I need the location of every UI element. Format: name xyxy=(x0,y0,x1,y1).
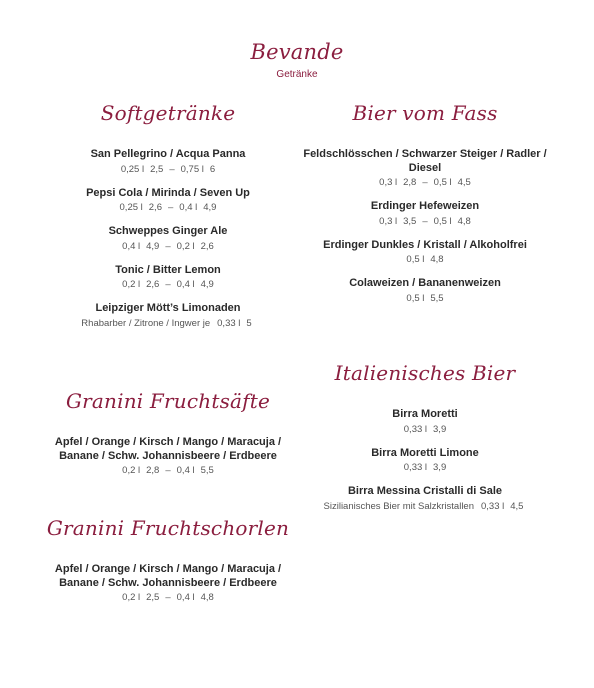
item-meta xyxy=(33,201,303,215)
item-price-part: 0,3 l xyxy=(379,177,398,188)
item-price-part: 0,25 l xyxy=(119,202,143,213)
item-name: Apfel / Orange / Kirsch / Mango / Maracuja / Banane / Schw. Johannisbeere / Erdbeere xyxy=(54,563,282,589)
item-meta xyxy=(33,591,303,605)
menu-item xyxy=(33,302,303,331)
item-price-part: 0,4 l xyxy=(176,279,195,290)
item-meta xyxy=(33,240,303,254)
item-name: Birra Messina Cristalli di Sale xyxy=(347,485,503,497)
item-price-part: – xyxy=(165,465,171,476)
item-price-part: 2,5 xyxy=(150,163,164,175)
section-title: Granini Fruchtsäfte xyxy=(65,389,271,413)
item-price-part: – xyxy=(165,279,171,290)
item-price-part: 4,9 xyxy=(146,240,160,252)
item-name: Leipziger Mött’s Limonaden xyxy=(95,302,241,314)
item-name: Colaweizen / Bananenweizen xyxy=(349,277,501,289)
item-price-part: – xyxy=(422,215,428,227)
item-price-part: – xyxy=(422,177,428,188)
item-price-part: 0,33 l xyxy=(403,462,428,473)
item-price-part: 0,33 l xyxy=(217,317,241,329)
item-name: Pepsi Cola / Mirinda / Seven Up xyxy=(86,186,250,199)
section-title: Italienisches Bier xyxy=(334,361,516,385)
item-meta xyxy=(290,215,560,229)
item-price-part: 0,5 l xyxy=(406,254,425,265)
page-title: Bevande xyxy=(250,40,344,64)
section-granini-schorlen xyxy=(33,515,303,615)
item-price-part: 2,6 xyxy=(148,202,162,213)
item-name: Birra Moretti xyxy=(392,408,458,420)
item-price-part: 5 xyxy=(246,317,252,329)
item-name: San Pellegrino / Acqua Panna xyxy=(90,148,246,160)
item-name: Feldschlösschen / Schwarzer Steiger / Radler / Diesel xyxy=(303,148,547,174)
menu-item xyxy=(290,277,560,306)
item-price-part: 0,4 l xyxy=(176,465,195,476)
menu-item xyxy=(33,264,303,293)
item-price-part: 0,25 l xyxy=(120,163,145,175)
menu-item xyxy=(33,148,303,177)
section-title: Granini Fruchtschorlen xyxy=(46,516,290,540)
item-price-part: 0,5 l xyxy=(406,292,425,304)
item-name: Schweppes Ginger Ale xyxy=(108,225,228,237)
item-price-part: 3,9 xyxy=(433,462,447,473)
item-price-part: – xyxy=(165,592,171,603)
item-price-part: 4,8 xyxy=(457,215,471,227)
item-price-part: 4,5 xyxy=(457,177,471,188)
menu-item xyxy=(290,447,560,476)
item-price-part: 0,5 l xyxy=(433,177,452,188)
menu-item xyxy=(33,563,303,605)
menu-item xyxy=(33,187,303,216)
item-price-part: 0,33 l xyxy=(481,500,505,512)
item-price-part: 2,6 xyxy=(200,240,214,252)
menu-item xyxy=(290,148,560,190)
item-price-part: 4,5 xyxy=(510,500,524,512)
item-price-part: 0,33 l xyxy=(403,423,428,435)
item-price-part: 5,5 xyxy=(430,292,444,304)
item-name: Apfel / Orange / Kirsch / Mango / Maracuja / Banane / Schw. Johannisbeere / Erdbeere xyxy=(54,436,282,462)
item-price-part: 2,6 xyxy=(146,279,160,290)
item-price-part: 2,8 xyxy=(403,177,417,188)
item-price-part: 4,8 xyxy=(200,592,214,603)
item-price-part: 4,9 xyxy=(200,279,214,290)
item-price-part: 0,2 l xyxy=(122,279,141,290)
item-price-part: 4,8 xyxy=(430,254,444,265)
section-bier-vom-fass xyxy=(290,100,560,316)
item-meta xyxy=(290,461,560,475)
item-price-part: 0,2 l xyxy=(122,465,141,476)
section-softgetraenke xyxy=(33,100,303,341)
item-price-part: – xyxy=(167,202,174,213)
menu-item xyxy=(290,200,560,229)
item-price-part: – xyxy=(169,163,175,175)
item-meta xyxy=(33,317,303,331)
item-price-part: 5,5 xyxy=(200,465,214,476)
item-price-part: 2,8 xyxy=(146,465,160,476)
item-meta xyxy=(290,292,560,306)
item-price-part: 0,2 l xyxy=(176,240,195,252)
item-price-part: 0,4 l xyxy=(179,202,198,213)
menu-item xyxy=(290,485,560,514)
item-note: Rhabarber / Zitrone / Ingwer je xyxy=(81,317,211,329)
item-meta xyxy=(33,464,303,478)
item-price-part: 3,5 xyxy=(403,215,417,227)
item-meta xyxy=(290,423,560,437)
item-price-part: 6 xyxy=(209,163,216,175)
item-name: Tonic / Bitter Lemon xyxy=(115,263,221,276)
item-price-part: 0,3 l xyxy=(379,215,398,227)
item-price-part: 0,4 l xyxy=(176,592,195,603)
menu-item xyxy=(33,225,303,254)
item-meta xyxy=(33,163,303,177)
section-title: Bier vom Fass xyxy=(352,101,498,125)
item-meta xyxy=(290,176,560,190)
menu-item xyxy=(33,436,303,478)
item-price-part: 0,2 l xyxy=(122,592,141,603)
item-name: Erdinger Hefeweizen xyxy=(370,200,480,212)
item-meta xyxy=(290,253,560,267)
item-meta xyxy=(290,500,560,514)
menu-item xyxy=(290,408,560,437)
item-price-part: – xyxy=(165,240,171,252)
section-title: Softgetränke xyxy=(100,101,236,125)
item-price-part: 2,5 xyxy=(146,592,160,603)
item-meta xyxy=(33,278,303,292)
item-price-part: 3,9 xyxy=(433,423,447,435)
item-name: Birra Moretti Limone xyxy=(371,446,479,459)
page-subtitle: Getränke xyxy=(276,69,318,80)
item-price-part: 0,4 l xyxy=(122,240,141,252)
item-note: Sizilianisches Bier mit Salzkristallen xyxy=(323,500,474,512)
section-italienisches-bier xyxy=(290,360,560,524)
item-price-part: 0,75 l xyxy=(180,163,204,175)
item-price-part: 0,5 l xyxy=(433,215,452,227)
menu-item xyxy=(290,239,560,268)
item-name: Erdinger Dunkles / Kristall / Alkoholfrei xyxy=(323,238,527,251)
section-granini-saefte xyxy=(33,388,303,488)
item-price-part: 4,9 xyxy=(203,202,217,213)
